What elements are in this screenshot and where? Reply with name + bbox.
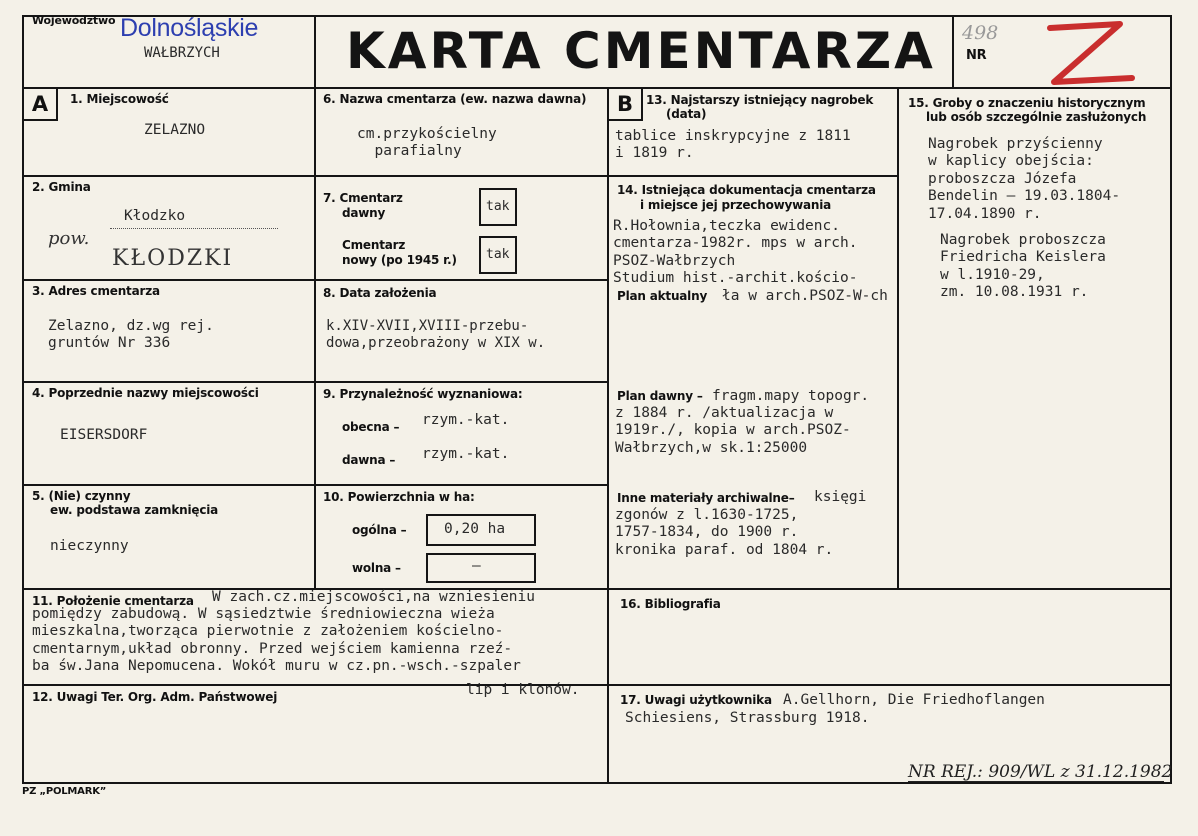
field7-new-box: [479, 236, 517, 274]
field9-current-value: rzym.-kat.: [422, 412, 510, 428]
nr-label: NR: [966, 48, 987, 63]
field6-label: 6. Nazwa cmentarza (ew. nazwa dawna): [323, 92, 587, 106]
field3-value: Zelazno, dz.wg rej. gruntów Nr 336: [48, 318, 214, 352]
field2-dotted: [110, 228, 278, 229]
field10-free-value: –: [472, 558, 481, 574]
field17-label: 17. Uwagi użytkownika: [620, 693, 772, 707]
printer-mark: PZ „POLMARK”: [22, 786, 107, 797]
field2-pow-value: KŁODZKI: [112, 246, 234, 271]
rule-col-2: [607, 87, 609, 784]
field6-value: cm.przykościelny parafialny: [357, 126, 497, 160]
field7-old-label-1: 7. Cmentarz: [323, 191, 403, 205]
field14-value: R.Hołownia,teczka ewidenc. cmentarza-1982r. mps w arch. PSOZ-Wałbrzych Studium hist.-archit.kościo-: [613, 218, 858, 287]
field5-value: nieczynny: [50, 538, 129, 554]
field14-plan-former-rest: z 1884 r. /aktualizacja w 1919r./, kopia w arch.PSOZ- Wałbrzych,w sk.1:25000: [615, 405, 851, 456]
field14-other-label: Inne materiały archiwalne–: [617, 491, 795, 505]
field14-plan-former-label: Plan dawny –: [617, 389, 703, 403]
field2-pow-label: pow.: [48, 228, 90, 249]
rule-header-bottom: [22, 87, 1172, 89]
field13-label-1: 13. Najstarszy istniejący nagrobek: [646, 93, 874, 107]
field14-plan-current-value: ła w arch.PSOZ-W-ch: [722, 288, 888, 304]
rule-col-3: [897, 87, 899, 590]
field7-new-label-2: nowy (po 1945 r.): [342, 253, 457, 267]
rule-row-11: [22, 588, 1172, 590]
field10-total-box: [426, 514, 536, 546]
wojewodztwo-sub: WAŁBRZYCH: [144, 45, 220, 61]
field7-old-value: tak: [486, 199, 510, 214]
field7-old-box: [479, 188, 517, 226]
field4-label: 4. Poprzednie nazwy miejscowości: [32, 386, 259, 400]
field13-label-2: (data): [666, 107, 707, 121]
field1-value: ZELAZNO: [144, 122, 206, 138]
field14-label-1: 14. Istniejąca dokumentacja cmentarza: [617, 183, 876, 197]
field15-label-2: lub osób szczególnie zasłużonych: [926, 110, 1147, 124]
field14-plan-current-label: Plan aktualny: [617, 289, 708, 303]
field2-value: Kłodzko: [124, 208, 186, 224]
field17-value-1: A.Gellhorn, Die Friedhoflangen: [783, 692, 1045, 708]
rule-left-edge: [22, 15, 24, 784]
field10-free-box: [426, 553, 536, 583]
field10-label: 10. Powierzchnia w ha:: [323, 490, 475, 504]
field1-label: 1. Miejscowość: [70, 92, 169, 106]
field10-total-value: 0,20 ha: [444, 521, 506, 537]
wojewodztwo-label: Województwo: [32, 14, 116, 27]
field13-value: tablice inskrypcyjne z 1811 i 1819 r.: [615, 128, 851, 162]
field7-old-label-2: dawny: [342, 206, 386, 220]
card-title: KARTA CMENTARZA: [346, 22, 936, 80]
field2-label: 2. Gmina: [32, 180, 91, 194]
field17-value-2: Schiesiens, Strassburg 1918.: [625, 710, 870, 726]
field12-label: 12. Uwagi Ter. Org. Adm. Państwowej: [32, 690, 278, 704]
field11-label: 11. Położenie cmentarza: [32, 594, 194, 608]
field9-former-value: rzym.-kat.: [422, 446, 510, 462]
registry-underline: [908, 781, 1164, 782]
field14-plan-former-value: fragm.mapy topogr.: [712, 388, 870, 404]
nr-handwritten: 498: [962, 22, 999, 44]
section-a-letter: A: [31, 92, 49, 116]
field15-label-1: 15. Groby o znaczeniu historycznym: [908, 96, 1146, 110]
field10-free-label: wolna –: [352, 561, 401, 575]
field15-value-2: Nagrobek proboszcza Friedricha Keislera w l.1910-29, zm. 10.08.1931 r.: [940, 232, 1106, 301]
field14-label-2: i miejsce jej przechowywania: [640, 198, 832, 212]
section-b-letter: B: [616, 92, 633, 116]
rule-row-12-17: [22, 684, 1172, 686]
field9-current-label: obecna –: [342, 420, 400, 434]
registry-note: NR REJ.: 909/WL z 31.12.1982: [908, 762, 1173, 782]
field14-other-rest: zgonów z l.1630-1725, 1757-1834, do 1900 r. kronika paraf. od 1804 r.: [615, 507, 834, 558]
field11-rest: pomiędzy zabudową. W sąsiedztwie średniowieczna wieża mieszkalna,tworząca pierwotnie z założeniem kościelno- cmentarnym,układ obronny. Przed wejściem kamienna rzeź- ba św.Jana Nepomucena. Wokół muru w cz.pn.-wsch.-szpaler: [32, 606, 521, 675]
rule-col-1: [314, 15, 316, 590]
field15-value-1: Nagrobek przyścienny w kaplicy obejścia: proboszcza Józefa Bendelin – 19.03.1804- 17.04.1890 r.: [928, 136, 1121, 222]
field9-former-label: dawna –: [342, 453, 396, 467]
field7-new-label-1: Cmentarz: [342, 238, 406, 252]
section-a-box: [22, 87, 58, 121]
field5-label-2: ew. podstawa zamknięcia: [50, 503, 219, 517]
field16-label: 16. Bibliografia: [620, 597, 721, 611]
nr-mark: [1040, 18, 1140, 88]
rule-header-nr: [952, 15, 954, 89]
field11-tail: lip i klonów.: [466, 682, 580, 698]
field11-line1: W zach.cz.miejscowości,na wzniesieniu: [212, 589, 536, 605]
field14-other-value: księgi: [814, 489, 867, 505]
field5-label-1: 5. (Nie) czynny: [32, 489, 131, 503]
field7-new-value: tak: [486, 247, 510, 262]
wojewodztwo-stamp: Dolnośląskie: [120, 14, 259, 42]
rule-14-top: [607, 175, 899, 177]
field3-label: 3. Adres cmentarza: [32, 284, 160, 298]
rule-bottom: [22, 782, 1172, 784]
field4-value: EISERSDORF: [60, 427, 148, 443]
field8-label: 8. Data założenia: [323, 286, 437, 300]
field10-total-label: ogólna –: [352, 523, 407, 537]
field8-value: k.XIV-XVII,XVIII-przebu- dowa,przeobrażony w XIX w.: [326, 318, 546, 352]
section-b-box: [607, 87, 643, 121]
field9-label: 9. Przynależność wyznaniowa:: [323, 387, 523, 401]
rule-right-edge: [1170, 15, 1172, 784]
